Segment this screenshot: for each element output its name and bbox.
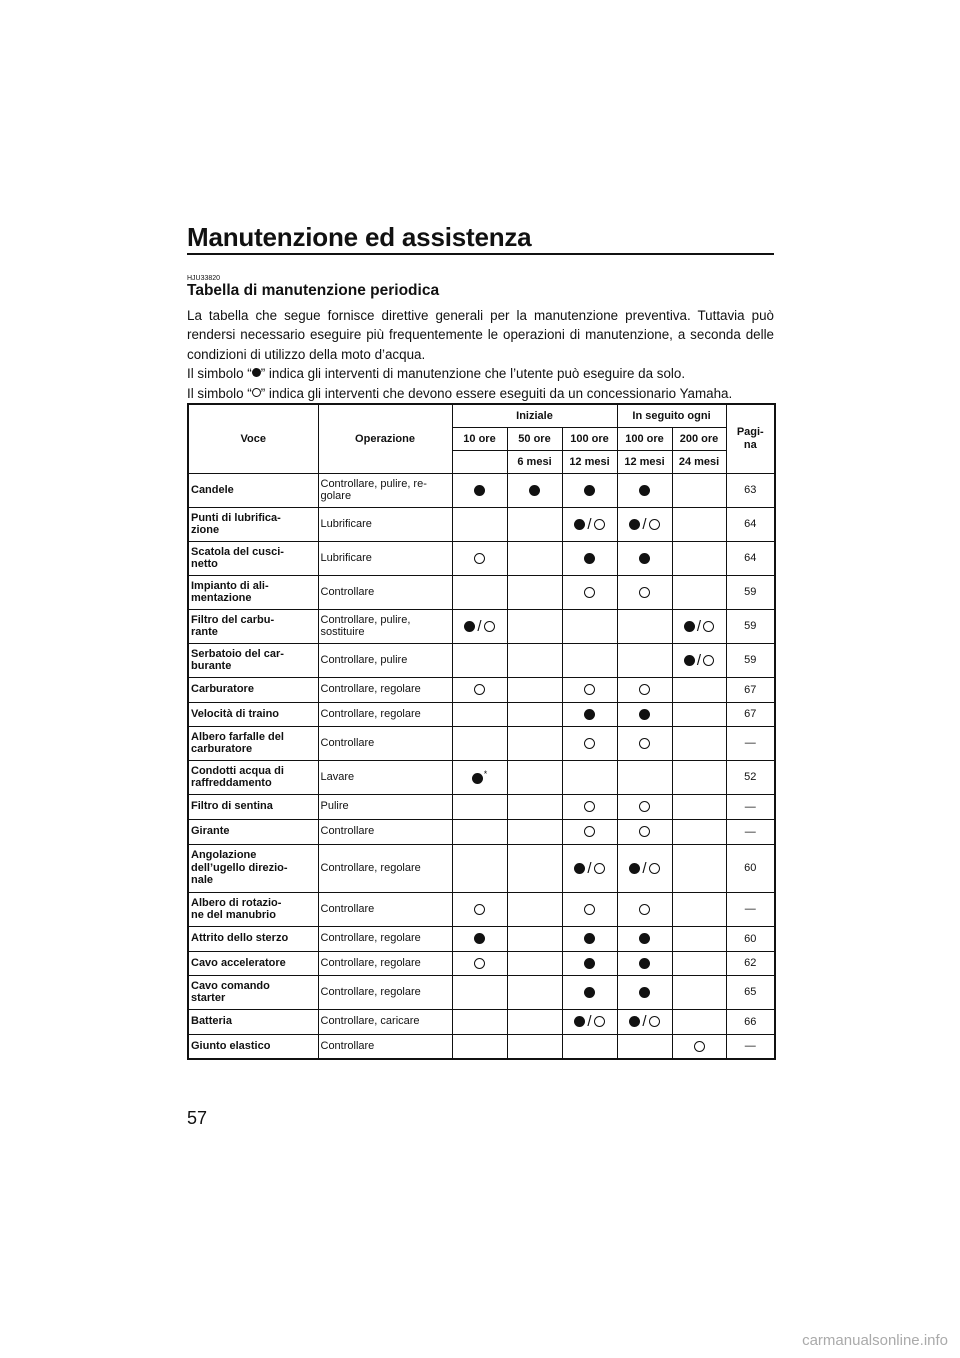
table-row <box>188 892 775 926</box>
schedule-cell <box>562 975 617 1009</box>
row-operazione: Controllare <box>318 892 452 926</box>
row-page: — <box>726 794 775 819</box>
schedule-cell <box>672 677 726 702</box>
schedule-cell <box>452 677 507 702</box>
table-row <box>188 575 775 609</box>
legend-open-post: ” indica gli interventi che devono essere eseguiti da un concessionario Yamaha. <box>260 385 733 401</box>
schedule-cell <box>562 1009 617 1034</box>
row-page: 60 <box>726 926 775 951</box>
row-page: 52 <box>726 760 775 794</box>
open-circle-icon <box>694 1041 705 1052</box>
row-page: 66 <box>726 1009 775 1034</box>
open-circle-icon <box>639 826 650 837</box>
filled-circle-icon <box>584 987 595 998</box>
schedule-cell <box>452 1034 507 1059</box>
filled-circle-icon <box>474 933 485 944</box>
schedule-cell <box>562 819 617 844</box>
schedule-cell <box>617 1034 672 1059</box>
row-operazione: Controllare, caricare <box>318 1009 452 1034</box>
row-voce: Albero farfalle del carburatore <box>188 726 318 760</box>
row-operazione: Controllare, regolare <box>318 702 452 726</box>
schedule-cell <box>672 726 726 760</box>
schedule-cell <box>507 760 562 794</box>
row-operazione: Controllare, regolare <box>318 951 452 975</box>
row-operazione: Controllare <box>318 726 452 760</box>
open-circle-icon <box>584 738 595 749</box>
filled-circle-icon <box>629 863 640 874</box>
schedule-cell <box>617 677 672 702</box>
filled-circle-icon <box>584 958 595 969</box>
row-voce: Cavo acceleratore <box>188 951 318 975</box>
schedule-cell <box>507 975 562 1009</box>
header-hours: 50 ore <box>507 427 562 450</box>
row-page: 67 <box>726 677 775 702</box>
header-months <box>452 450 507 473</box>
schedule-cell <box>617 541 672 575</box>
schedule-cell <box>452 975 507 1009</box>
schedule-cell <box>562 702 617 726</box>
schedule-cell <box>452 951 507 975</box>
row-voce: Velocità di traino <box>188 702 318 726</box>
schedule-cell <box>562 760 617 794</box>
header-in-seguito: In seguito ogni <box>617 404 726 427</box>
schedule-cell <box>507 892 562 926</box>
schedule-cell <box>507 951 562 975</box>
schedule-cell <box>452 507 507 541</box>
row-page: 64 <box>726 507 775 541</box>
schedule-cell <box>617 575 672 609</box>
schedule-cell <box>452 844 507 892</box>
title-rule <box>187 253 774 255</box>
row-voce: Scatola del cusci- netto <box>188 541 318 575</box>
schedule-cell <box>562 844 617 892</box>
table-row <box>188 760 775 794</box>
header-hours: 200 ore <box>672 427 726 450</box>
filled-circle-icon <box>574 519 585 530</box>
schedule-cell <box>617 1009 672 1034</box>
filled-circle-icon <box>574 863 585 874</box>
open-circle-icon <box>594 863 605 874</box>
table-row <box>188 951 775 975</box>
row-voce: Filtro di sentina <box>188 794 318 819</box>
schedule-cell <box>452 760 507 794</box>
slash-separator: / <box>587 1013 592 1031</box>
schedule-cell <box>562 951 617 975</box>
filled-circle-icon <box>529 485 540 496</box>
row-voce: Condotti acqua di raffreddamento <box>188 760 318 794</box>
table-row <box>188 643 775 677</box>
row-operazione: Controllare, pulire, re- golare <box>318 473 452 507</box>
header-months: 6 mesi <box>507 450 562 473</box>
schedule-cell <box>507 702 562 726</box>
row-operazione: Lubrificare <box>318 507 452 541</box>
schedule-cell <box>507 609 562 643</box>
schedule-cell <box>672 844 726 892</box>
slash-separator: / <box>642 515 647 533</box>
row-page: 67 <box>726 702 775 726</box>
watermark: carmanualsonline.info <box>802 1332 948 1349</box>
row-operazione: Lavare <box>318 760 452 794</box>
filled-circle-icon <box>464 621 475 632</box>
row-operazione: Controllare, regolare <box>318 926 452 951</box>
open-circle-icon <box>649 863 660 874</box>
row-page: — <box>726 1034 775 1059</box>
table-row <box>188 702 775 726</box>
schedule-cell <box>452 609 507 643</box>
slash-separator: / <box>587 859 592 877</box>
schedule-cell <box>672 609 726 643</box>
schedule-cell <box>617 892 672 926</box>
row-page: — <box>726 819 775 844</box>
open-circle-icon <box>484 621 495 632</box>
slash-separator: / <box>642 859 647 877</box>
open-circle-icon <box>474 553 485 564</box>
filled-circle-icon <box>472 773 483 784</box>
row-page: 63 <box>726 473 775 507</box>
row-voce: Cavo comando starter <box>188 975 318 1009</box>
schedule-cell <box>672 926 726 951</box>
row-operazione: Pulire <box>318 794 452 819</box>
schedule-cell <box>507 677 562 702</box>
header-voce: Voce <box>188 404 318 473</box>
section-heading: Tabella di manutenzione periodica <box>187 282 440 299</box>
schedule-cell <box>507 844 562 892</box>
schedule-cell <box>562 507 617 541</box>
filled-circle-icon <box>252 368 261 377</box>
schedule-cell <box>452 1009 507 1034</box>
filled-circle-icon <box>639 553 650 564</box>
schedule-cell <box>507 643 562 677</box>
open-circle-icon <box>474 684 485 695</box>
schedule-cell <box>562 541 617 575</box>
schedule-cell <box>452 892 507 926</box>
schedule-cell <box>617 643 672 677</box>
schedule-cell <box>617 609 672 643</box>
legend-full-post: ” indica gli interventi di manutenzione che l’utente può eseguire da solo. <box>260 366 686 382</box>
schedule-cell <box>562 794 617 819</box>
schedule-cell <box>672 951 726 975</box>
schedule-cell <box>507 507 562 541</box>
header-iniziale: Iniziale <box>452 404 617 427</box>
row-page: — <box>726 892 775 926</box>
schedule-cell <box>452 819 507 844</box>
filled-circle-icon <box>584 485 595 496</box>
legend-full-pre: Il simbolo “ <box>187 366 252 382</box>
schedule-cell <box>507 1009 562 1034</box>
schedule-cell <box>562 926 617 951</box>
schedule-cell <box>672 819 726 844</box>
row-voce: Angolazione dell’ugello direzio- nale <box>188 844 318 892</box>
filled-circle-icon <box>639 709 650 720</box>
row-voce: Batteria <box>188 1009 318 1034</box>
open-circle-icon <box>639 801 650 812</box>
open-circle-icon <box>594 519 605 530</box>
filled-circle-icon <box>639 958 650 969</box>
schedule-cell <box>617 819 672 844</box>
row-operazione: Lubrificare <box>318 541 452 575</box>
schedule-cell <box>452 926 507 951</box>
open-circle-icon <box>474 904 485 915</box>
row-page: 59 <box>726 643 775 677</box>
filled-circle-icon <box>584 933 595 944</box>
header-months: 24 mesi <box>672 450 726 473</box>
slash-separator: / <box>696 651 702 669</box>
row-page: 59 <box>726 575 775 609</box>
row-voce: Attrito dello sterzo <box>188 926 318 951</box>
schedule-cell <box>507 819 562 844</box>
schedule-cell <box>617 760 672 794</box>
open-circle-icon <box>584 826 595 837</box>
table-row <box>188 975 775 1009</box>
open-circle-icon <box>584 904 595 915</box>
schedule-cell <box>562 643 617 677</box>
open-circle-icon <box>252 388 261 397</box>
filled-circle-icon <box>684 655 695 666</box>
schedule-cell <box>452 473 507 507</box>
schedule-cell <box>452 575 507 609</box>
filled-circle-icon <box>574 1016 585 1027</box>
row-page: — <box>726 726 775 760</box>
schedule-cell <box>672 1034 726 1059</box>
schedule-cell <box>672 643 726 677</box>
schedule-cell <box>452 643 507 677</box>
header-operazione: Operazione <box>318 404 452 473</box>
schedule-cell <box>617 507 672 541</box>
schedule-cell <box>452 794 507 819</box>
schedule-cell <box>617 926 672 951</box>
schedule-cell <box>507 575 562 609</box>
row-voce: Candele <box>188 473 318 507</box>
schedule-cell <box>507 926 562 951</box>
row-page: 59 <box>726 609 775 643</box>
schedule-cell <box>452 726 507 760</box>
table-row <box>188 819 775 844</box>
filled-circle-icon <box>639 933 650 944</box>
schedule-cell <box>672 507 726 541</box>
filled-circle-icon <box>584 709 595 720</box>
table-row <box>188 926 775 951</box>
schedule-cell <box>562 1034 617 1059</box>
schedule-cell <box>672 975 726 1009</box>
schedule-cell <box>617 794 672 819</box>
maintenance-table <box>187 403 776 1060</box>
schedule-cell <box>617 975 672 1009</box>
schedule-cell <box>507 473 562 507</box>
table-row <box>188 677 775 702</box>
schedule-cell <box>672 473 726 507</box>
schedule-cell <box>672 541 726 575</box>
header-pagina: Pagi- na <box>726 404 775 473</box>
filled-circle-icon <box>639 485 650 496</box>
row-operazione: Controllare, regolare <box>318 975 452 1009</box>
row-operazione: Controllare, pulire, sostituire <box>318 609 452 643</box>
row-voce: Serbatoio del car- burante <box>188 643 318 677</box>
schedule-cell <box>562 892 617 926</box>
intro-paragraph: La tabella che segue fornisce direttive generali per la manutenzione preventiva. Tuttavia può rendersi necessario eseguire più frequentemente le operazioni di manutenzione, a seconda delle condizioni di utilizzo della moto d’acqua. <box>187 308 774 362</box>
row-operazione: Controllare <box>318 819 452 844</box>
slash-separator: / <box>642 1013 647 1031</box>
table-row <box>188 1009 775 1034</box>
table-row <box>188 794 775 819</box>
schedule-cell <box>672 794 726 819</box>
header-hours: 10 ore <box>452 427 507 450</box>
filled-circle-icon <box>474 485 485 496</box>
schedule-cell <box>562 726 617 760</box>
schedule-cell <box>452 541 507 575</box>
section-code: HJU33820 <box>187 275 221 282</box>
row-operazione: Controllare <box>318 1034 452 1059</box>
legend-full <box>187 364 774 383</box>
schedule-cell <box>617 702 672 726</box>
table-row <box>188 473 775 507</box>
row-operazione: Controllare <box>318 575 452 609</box>
row-voce: Albero di rotazio- ne del manubrio <box>188 892 318 926</box>
intro-text <box>187 306 774 403</box>
open-circle-icon <box>584 684 595 695</box>
row-voce: Giunto elastico <box>188 1034 318 1059</box>
schedule-cell <box>617 951 672 975</box>
slash-separator: / <box>587 515 592 533</box>
row-page: 65 <box>726 975 775 1009</box>
legend-open <box>187 384 774 403</box>
slash-separator: / <box>477 617 482 635</box>
open-circle-icon <box>703 621 714 632</box>
schedule-cell <box>617 844 672 892</box>
table-body <box>188 473 775 1059</box>
header-months: 12 mesi <box>562 450 617 473</box>
schedule-cell <box>562 473 617 507</box>
page-title: Manutenzione ed assistenza <box>187 222 532 252</box>
page-number: 57 <box>187 1108 208 1128</box>
schedule-cell <box>507 726 562 760</box>
row-page: 60 <box>726 844 775 892</box>
filled-circle-icon <box>639 987 650 998</box>
schedule-cell <box>562 609 617 643</box>
open-circle-icon <box>639 587 650 598</box>
table-row <box>188 844 775 892</box>
header-hours: 100 ore <box>562 427 617 450</box>
filled-circle-icon <box>629 1016 640 1027</box>
slash-separator: / <box>696 617 702 635</box>
row-voce: Punti di lubrifica- zione <box>188 507 318 541</box>
schedule-cell <box>617 726 672 760</box>
table-row <box>188 609 775 643</box>
schedule-cell <box>507 541 562 575</box>
open-circle-icon <box>584 587 595 598</box>
header-months: 12 mesi <box>617 450 672 473</box>
open-circle-icon <box>649 519 660 530</box>
row-voce: Girante <box>188 819 318 844</box>
row-page: 64 <box>726 541 775 575</box>
filled-circle-icon <box>684 621 695 632</box>
row-operazione: Controllare, pulire <box>318 643 452 677</box>
schedule-cell <box>617 473 672 507</box>
row-operazione: Controllare, regolare <box>318 677 452 702</box>
open-circle-icon <box>584 801 595 812</box>
open-circle-icon <box>474 958 485 969</box>
row-voce: Filtro del carbu- rante <box>188 609 318 643</box>
schedule-cell <box>562 575 617 609</box>
table-row <box>188 726 775 760</box>
schedule-cell <box>507 1034 562 1059</box>
schedule-cell <box>672 760 726 794</box>
schedule-cell <box>672 892 726 926</box>
open-circle-icon <box>639 904 650 915</box>
schedule-cell <box>672 575 726 609</box>
row-voce: Impianto di ali- mentazione <box>188 575 318 609</box>
row-operazione: Controllare, regolare <box>318 844 452 892</box>
table-row <box>188 1034 775 1059</box>
filled-circle-icon <box>629 519 640 530</box>
open-circle-icon <box>649 1016 660 1027</box>
legend-open-pre: Il simbolo “ <box>187 385 252 401</box>
schedule-cell <box>672 1009 726 1034</box>
schedule-cell <box>507 794 562 819</box>
filled-circle-icon <box>584 553 595 564</box>
table-header <box>188 404 775 473</box>
asterisk-mark: * <box>483 769 488 780</box>
schedule-cell <box>672 702 726 726</box>
table-row <box>188 541 775 575</box>
open-circle-icon <box>639 684 650 695</box>
open-circle-icon <box>639 738 650 749</box>
row-page: 62 <box>726 951 775 975</box>
row-voce: Carburatore <box>188 677 318 702</box>
schedule-cell <box>562 677 617 702</box>
table-row <box>188 507 775 541</box>
schedule-cell <box>452 702 507 726</box>
open-circle-icon <box>703 655 714 666</box>
header-hours: 100 ore <box>617 427 672 450</box>
open-circle-icon <box>594 1016 605 1027</box>
